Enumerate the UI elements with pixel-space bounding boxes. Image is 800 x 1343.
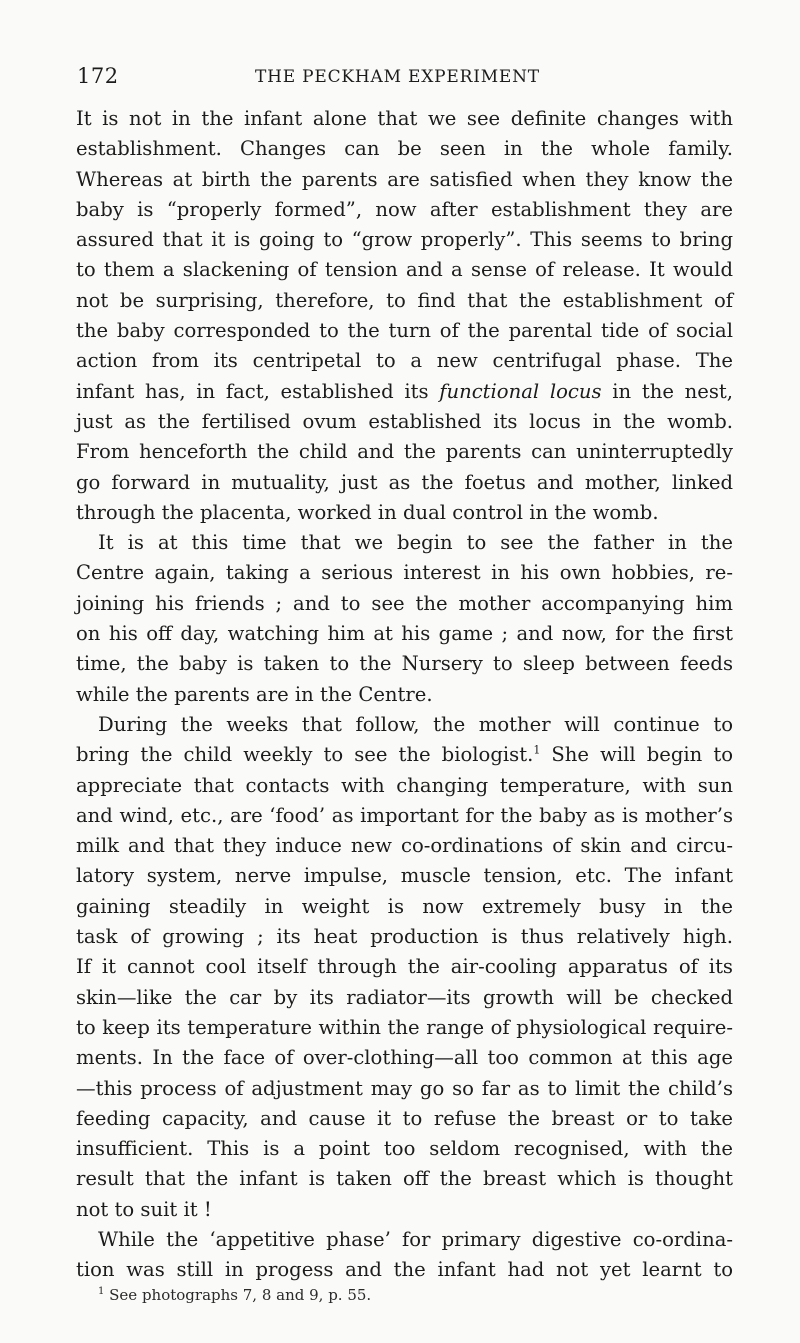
text-line — [76, 771, 733, 801]
text-line — [76, 1043, 733, 1073]
text-line — [76, 558, 733, 588]
line-text: while the parents are in the Centre. — [76, 682, 433, 706]
line-text: assured that it is going to “grow properly”. This seems to bring — [76, 228, 733, 252]
italic-phrase: functional locus — [439, 379, 602, 403]
line-text: From henceforth the child and the parents can uninterruptedly — [76, 440, 733, 464]
text-line — [76, 649, 733, 679]
text-line — [76, 437, 733, 467]
line-text: insufficient. This is a point too seldom recognised, with the — [76, 1137, 733, 1161]
line-text: gaining steadily in weight is now extremely busy in the — [76, 894, 733, 918]
line-text: to them a slackening of tension and a sense of release. It would — [76, 258, 733, 282]
line-text: latory system, nerve impulse, muscle tension, etc. The infant — [76, 864, 733, 888]
footnote — [98, 1286, 371, 1304]
text-line — [76, 1164, 733, 1194]
line-text: tion was still in progess and the infant had not yet learnt to — [76, 1258, 733, 1282]
line-text: milk and that they induce new co-ordinations of skin and circu- — [76, 834, 733, 858]
text-line — [76, 1195, 733, 1225]
text-line — [76, 710, 733, 740]
text-line — [76, 922, 733, 952]
text-line — [76, 983, 733, 1013]
text-line — [76, 528, 733, 558]
running-title: THE PECKHAM EXPERIMENT — [255, 67, 540, 87]
line-text: in the nest, — [601, 379, 733, 403]
line-text: time, the baby is taken to the Nursery to sleep between feeds — [76, 652, 733, 676]
line-text: through the placenta, worked in dual control in the womb. — [76, 500, 659, 524]
text-line — [76, 1013, 733, 1043]
line-text: and wind, etc., are ‘food’ as important for the baby as is mother’s — [76, 803, 733, 827]
line-text: the baby corresponded to the turn of the parental tide of social — [76, 319, 733, 343]
line-text: go forward in mutuality, just as the foetus and mother, linked — [76, 470, 733, 494]
text-line — [76, 680, 733, 710]
text-line — [76, 619, 733, 649]
line-text: skin—like the car by its radiator—its growth will be checked — [76, 985, 733, 1009]
text-line — [76, 104, 733, 134]
page-number: 172 — [77, 64, 119, 88]
line-text: establishment. Changes can be seen in the whole family. — [76, 137, 733, 161]
body-text — [76, 104, 733, 1286]
page-header — [77, 64, 732, 92]
text-line — [76, 952, 733, 982]
text-line — [76, 1134, 733, 1164]
line-text: not to suit it ! — [76, 1197, 212, 1221]
text-line — [76, 1104, 733, 1134]
text-line — [76, 1255, 733, 1285]
line-text: ments. In the face of over-clothing—all too common at this age — [76, 1046, 733, 1070]
text-line — [76, 346, 733, 376]
text-line — [76, 1074, 733, 1104]
text-line — [76, 407, 733, 437]
text-line — [76, 831, 733, 861]
line-text: infant has, in fact, established its — [76, 379, 440, 403]
text-line — [76, 316, 733, 346]
line-text: While the ‘appetitive phase’ for primary digestive co-ordina- — [98, 1227, 733, 1251]
line-text: on his off day, watching him at his game ; and now, for the first — [76, 622, 733, 646]
line-text: It is not in the infant alone that we see definite changes with — [76, 107, 733, 130]
text-line — [76, 861, 733, 891]
text-line — [76, 740, 733, 770]
text-line — [76, 255, 733, 285]
text-line — [76, 498, 733, 528]
text-line — [76, 286, 733, 316]
text-line — [76, 377, 733, 407]
line-text: Centre again, taking a serious interest in his own hobbies, re- — [76, 561, 733, 585]
footnote-reference: 1 — [533, 743, 541, 757]
line-text: baby is “properly formed”, now after establishment they are — [76, 197, 733, 221]
text-line — [76, 468, 733, 498]
line-text: to keep its temperature within the range of physiological require- — [76, 1015, 733, 1039]
line-text: task of growing ; its heat production is thus relatively high. — [76, 925, 733, 949]
footnote-text: See photographs 7, 8 and 9, p. 55. — [109, 1286, 372, 1304]
line-text: feeding capacity, and cause it to refuse the breast or to take — [76, 1106, 733, 1130]
text-line — [76, 892, 733, 922]
text-line — [76, 589, 733, 619]
text-line — [76, 225, 733, 255]
text-line — [76, 801, 733, 831]
line-text: joining his friends ; and to see the mother accompanying him — [76, 591, 733, 615]
line-text: not be surprising, therefore, to find that the establishment of — [76, 288, 733, 312]
text-line — [76, 1225, 733, 1255]
line-text: action from its centripetal to a new centrifugal phase. The — [76, 349, 733, 373]
line-text: She will begin to — [540, 743, 733, 767]
line-text: bring the child weekly to see the biologist. — [76, 743, 534, 767]
line-text: During the weeks that follow, the mother will continue to — [98, 712, 733, 736]
text-line — [76, 195, 733, 225]
line-text: If it cannot cool itself through the air-cooling apparatus of its — [76, 955, 733, 979]
line-text: Whereas at birth the parents are satisfied when they know the — [76, 167, 733, 191]
line-text: appreciate that contacts with changing temperature, with sun — [76, 773, 733, 797]
line-text: —this process of adjustment may go so far as to limit the child’s — [76, 1076, 733, 1100]
line-text: It is at this time that we begin to see the father in the — [98, 531, 733, 555]
footnote-marker: 1 — [98, 1286, 105, 1297]
line-text: just as the fertilised ovum established its locus in the womb. — [76, 409, 733, 433]
text-line — [76, 165, 733, 195]
line-text: result that the infant is taken off the breast which is thought — [76, 1167, 733, 1191]
text-line — [76, 134, 733, 164]
